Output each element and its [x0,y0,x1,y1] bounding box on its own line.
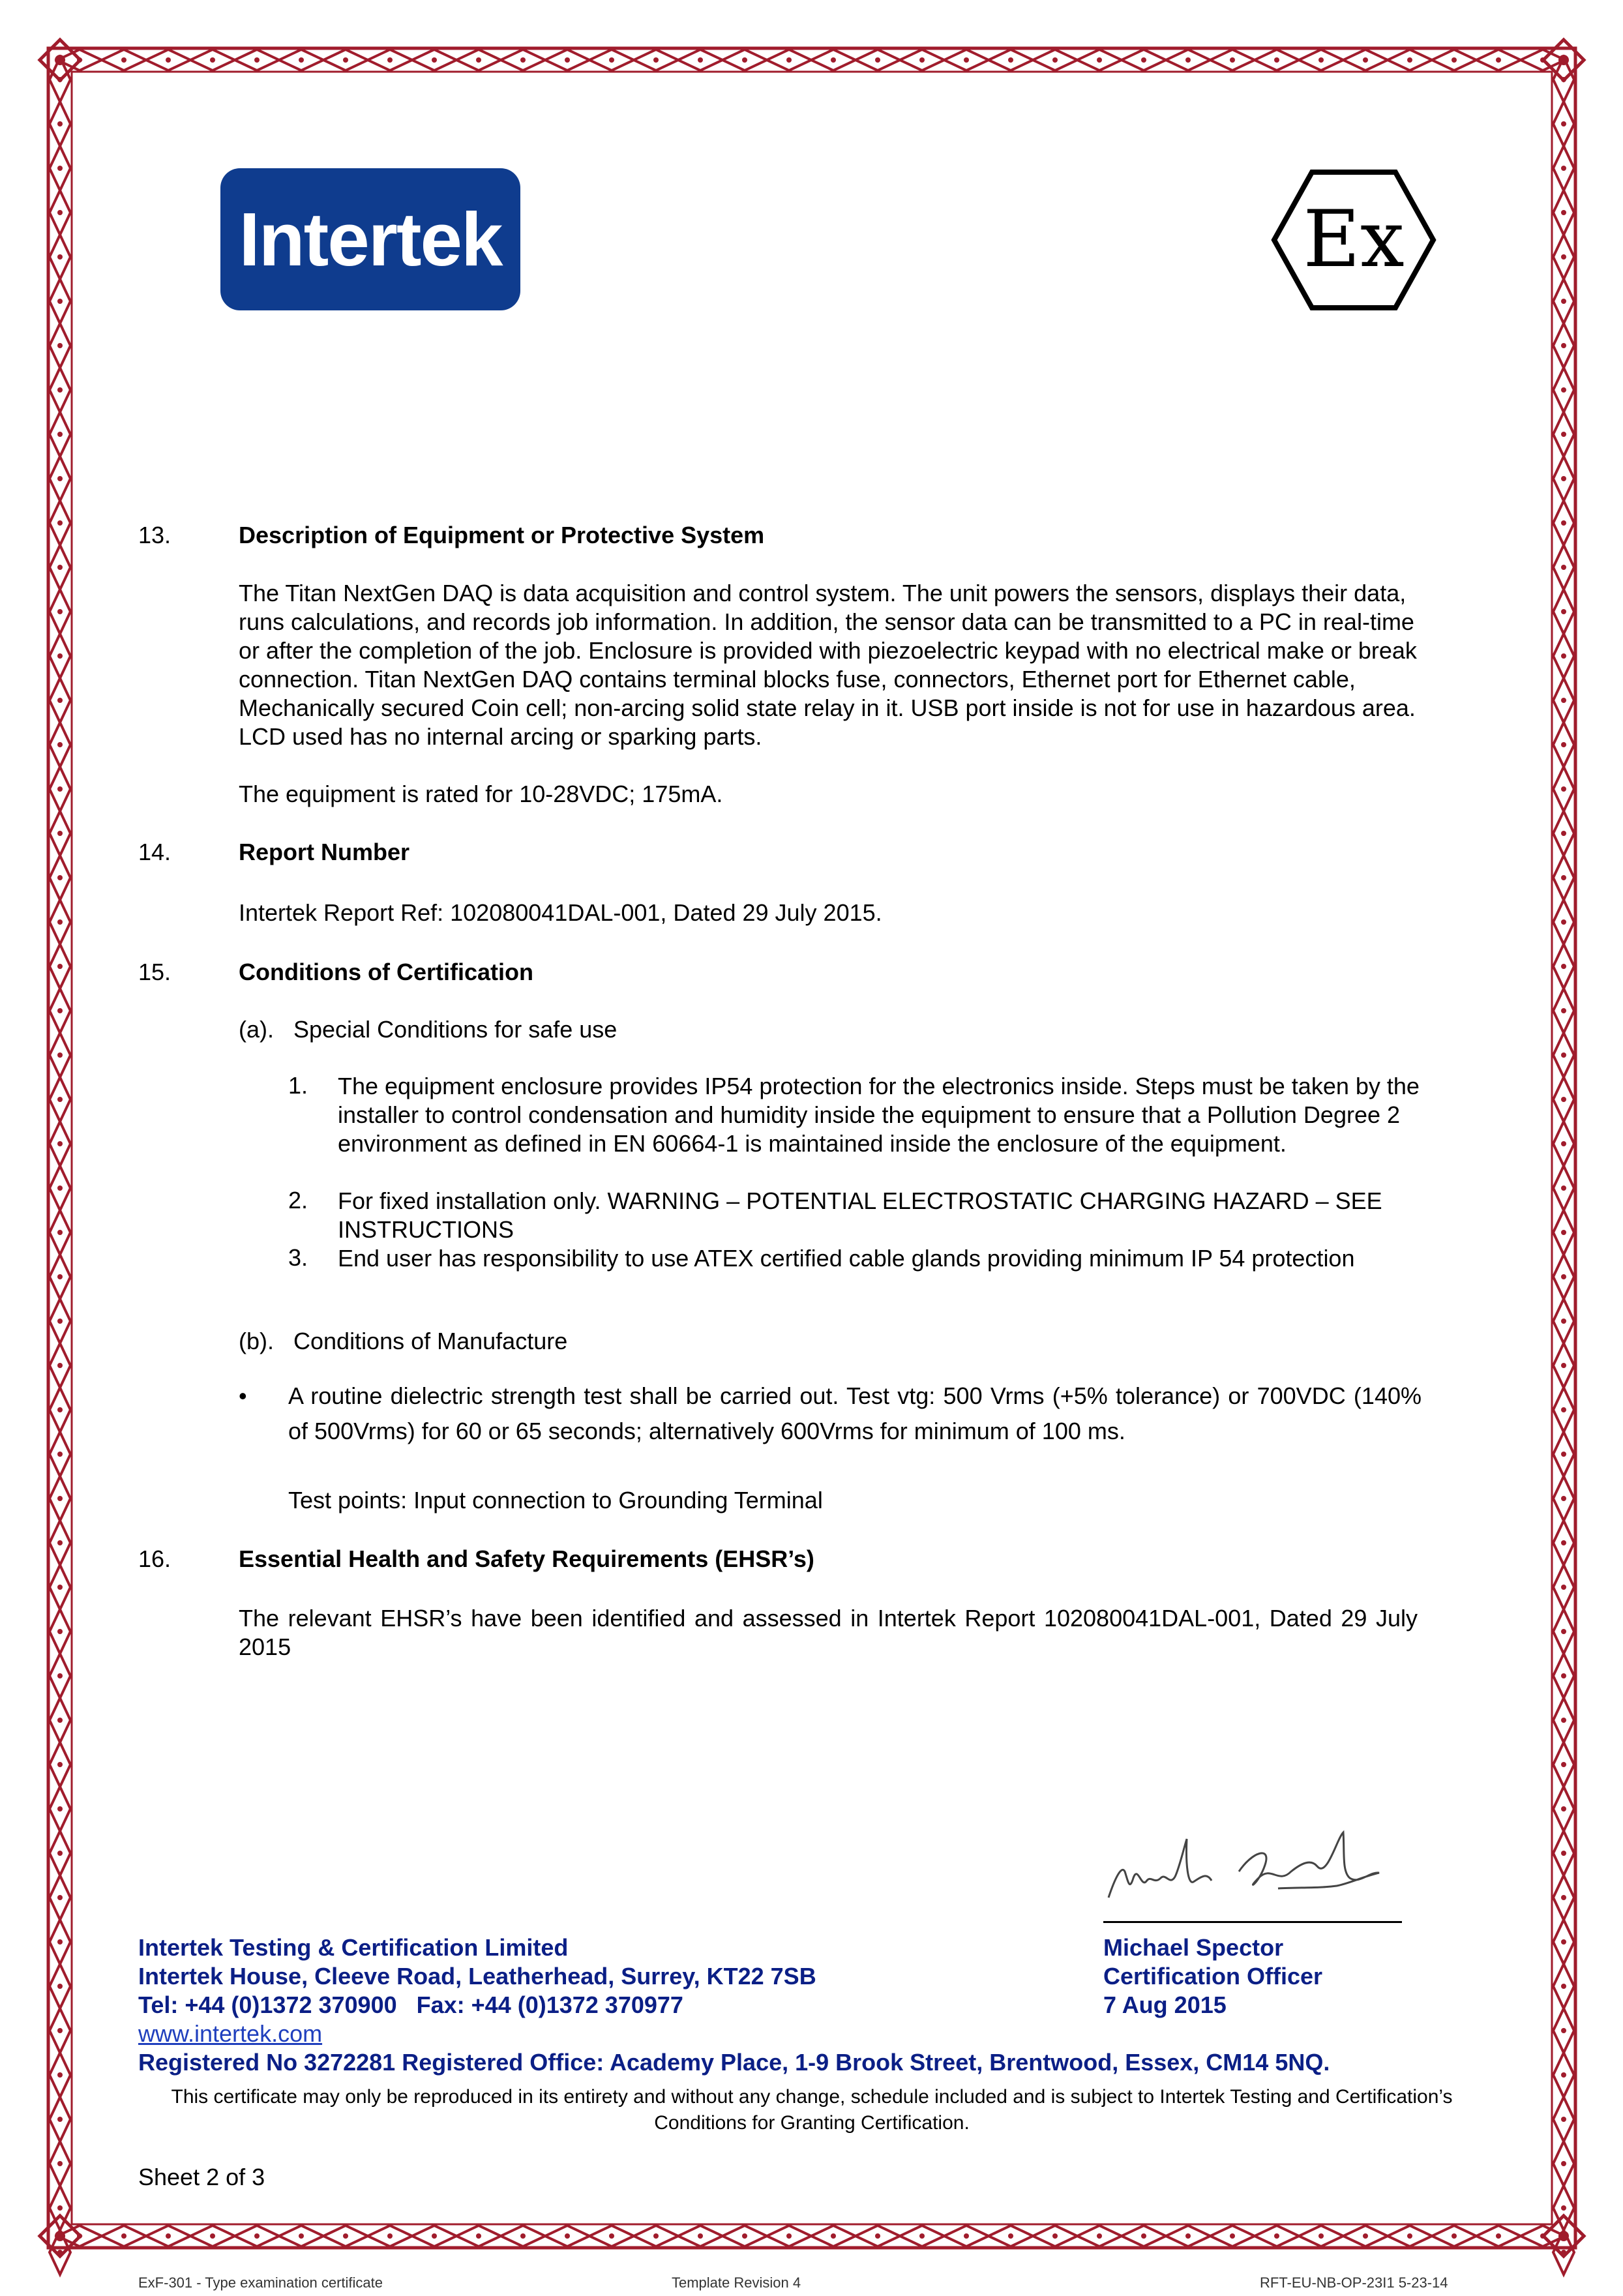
section-16-title: Essential Health and Safety Requirements (EHSR’s) [239,1545,814,1572]
section-14-number: 14. [138,839,171,865]
website-link[interactable]: www.intertek.com [138,2020,323,2047]
section-13-body: The Titan NextGen DAQ is data acquisition and control system. The unit powers the sensors, displays their data, runs calculations, and records job information. In addition, the sensor data can be transmitted to a PC in real-time or after the completion of the job. Enclosure is provided with piezoelectric keypad with no electrical make or break connection. Titan NextGen DAQ contains terminal blocks fuse, connectors, Ethernet port for Ethernet cable, Mechanically secured Coin cell; non-arcing solid state relay in it. USB port inside is not for use in hazardous area. LCD used has no internal arcing or sparking parts. [239,580,1417,750]
condition-item-number: 2. [288,1187,308,1214]
condition-item-text: End user has responsibility to use ATEX certified cable glands providing minimum IP 54 protection [338,1245,1355,1272]
condition-a-label: (a). [239,1016,274,1043]
condition-b-title: Conditions of Manufacture [293,1328,568,1354]
company-phone: Tel: +44 (0)1372 370900 Fax: +44 (0)1372 370977 [138,1991,683,2018]
condition-item-text: For fixed installation only. WARNING – POTENTIAL ELECTROSTATIC CHARGING HAZARD – SEE INSTRUCTIONS [338,1187,1382,1243]
signatory-date: 7 Aug 2015 [1103,1991,1227,2018]
company-name: Intertek Testing & Certification Limited [138,1934,569,1961]
ex-mark-icon [1270,168,1437,312]
form-id: ExF-301 - Type examination certificate [138,2274,383,2291]
section-16-body: The relevant EHSR’s have been identified and assessed in Intertek Report 102080041DAL-001, Dated 29 July 2015 [239,1605,1418,1660]
signatory-name: Michael Spector [1103,1934,1284,1961]
condition-item-text: The equipment enclosure provides IP54 protection for the electronics inside. Steps must be taken by the installer to control condensation and humidity inside the equipment to ensure that a Pollution Degree 2 environment as defined in EN 60664-1 is maintained inside the enclosure of the equipment. [338,1073,1420,1157]
condition-item-number: 1. [288,1072,308,1099]
condition-item-number: 3. [288,1244,308,1271]
section-16-number: 16. [138,1545,171,1572]
template-revision: Template Revision 4 [672,2274,801,2291]
section-15-title: Conditions of Certification [239,959,533,985]
ex-mark-text: Ex [1303,194,1405,285]
registered-office: Registered No 3272281 Registered Office: Academy Place, 1-9 Brook Street, Brentwood, Essex, CM14 5NQ. [138,2049,1330,2076]
condition-a-title: Special Conditions for safe use [293,1016,618,1043]
logo-text: Intertek [239,197,502,282]
section-13-title: Description of Equipment or Protective System [239,522,765,548]
sheet-number: Sheet 2 of 3 [138,2164,265,2190]
section-15-number: 15. [138,959,171,985]
company-address: Intertek House, Cleeve Road, Leatherhead, Surrey, KT22 7SB [138,1963,816,1990]
intertek-logo [220,168,520,310]
section-14-body: Intertek Report Ref: 102080041DAL-001, Dated 29 July 2015. [239,899,882,926]
condition-b-label: (b). [239,1328,274,1354]
section-13-rating: The equipment is rated for 10-28VDC; 175mA. [239,781,723,807]
document-reference: RFT-EU-NB-OP-23I1 5-23-14 [1260,2274,1448,2291]
signature-image [1102,1826,1389,1917]
test-points: Test points: Input connection to Grounding Terminal [288,1487,823,1513]
section-14-title: Report Number [239,839,410,865]
signature-line [1103,1921,1402,1923]
signatory-title: Certification Officer [1103,1963,1323,1990]
manufacture-condition-text: A routine dielectric strength test shall be carried out. Test vtg: 500 Vrms (+5% tolerance) or 700VDC (140% of 500Vrms) for 60 or 65 seconds; alternatively 600Vrms for minimum of 100 ms. [288,1382,1422,1444]
bullet-point: • [239,1382,247,1409]
section-13-number: 13. [138,522,171,548]
reproduction-notice: This certificate may only be reproduced in its entirety and without any change, schedule included and is subject to Intertek Testing and Certification’s Conditions for Granting Certification. [171,2086,1453,2134]
